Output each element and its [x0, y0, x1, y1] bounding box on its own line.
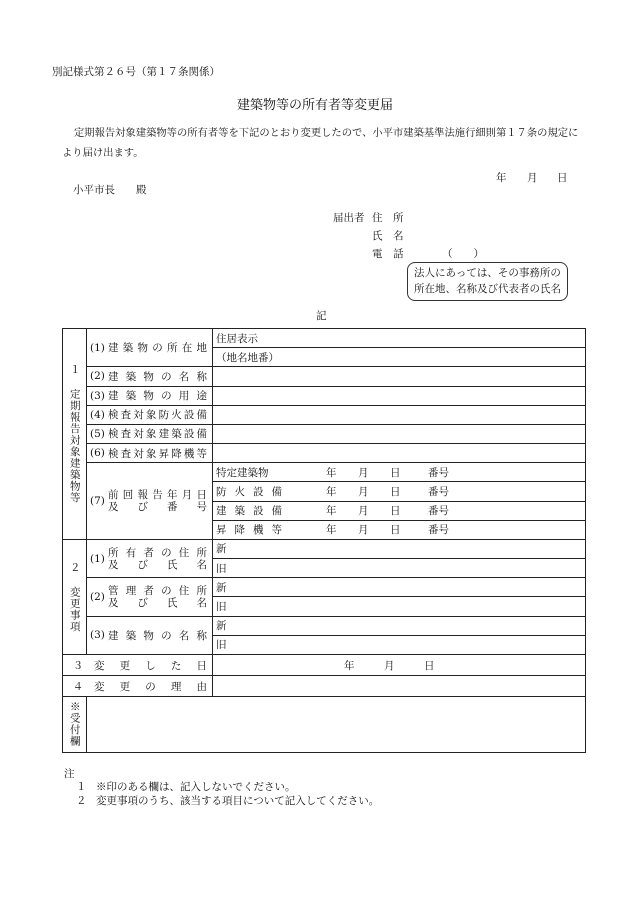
label-building-name: [87, 367, 213, 386]
building-name-old-field[interactable]: [213, 635, 586, 654]
ki-heading: 記: [316, 310, 327, 322]
honorific: 殿: [136, 184, 147, 196]
history-kind: 建築設備: [216, 505, 282, 518]
building-name-new-field[interactable]: [213, 616, 586, 635]
old-label: 旧: [216, 562, 227, 575]
label-owner: [87, 539, 213, 577]
form-number: 別記様式第２６号（第１７条関係）: [52, 66, 220, 78]
change-date-day: 日: [424, 659, 435, 672]
section-2-header: [63, 539, 87, 654]
owner-old-field[interactable]: [213, 559, 586, 578]
label-building-use-num: (3): [90, 389, 105, 402]
label-location-num: (1): [90, 341, 105, 354]
label-manager-num: (2): [90, 590, 105, 603]
change-date-month: 月: [384, 659, 395, 672]
old-label: 旧: [216, 639, 227, 652]
history-year: 年: [326, 505, 337, 518]
building-name-field[interactable]: [213, 367, 586, 386]
history-day: 日: [390, 505, 401, 518]
label-previous-report-line-2: 及び番号: [108, 501, 207, 514]
label-previous-report-num: (7): [90, 495, 105, 508]
section-1-title: 定期報告対象建築物等: [68, 388, 81, 504]
history-row-0[interactable]: [213, 463, 586, 482]
intro-line-2: より届け出ます。: [62, 147, 144, 159]
change-reason-field[interactable]: [213, 676, 586, 697]
history-number: 番号: [428, 485, 449, 498]
building-equipment-field[interactable]: [213, 424, 586, 443]
label-building-equipment: [87, 424, 213, 443]
history-kind: 特定建築物: [216, 466, 269, 479]
old-label: 旧: [216, 600, 227, 613]
change-date-field[interactable]: [213, 654, 586, 675]
label-building-name-num: (2): [90, 370, 105, 383]
applicant-address-label: 住 所: [372, 212, 404, 224]
addressee: 小平市長: [73, 184, 115, 196]
residence-display-field[interactable]: [213, 329, 586, 348]
label-location: [87, 329, 213, 367]
date-year-label: 年: [496, 172, 507, 184]
applicant-phone-label: 電 話: [372, 248, 404, 260]
history-month: 月: [358, 524, 369, 537]
label-building-use: [87, 386, 213, 405]
applicant-label: 届出者: [333, 212, 365, 224]
label-elevator-num: (6): [90, 447, 105, 460]
section-4-label: 変更の理由: [94, 680, 207, 693]
section-2-title: 変更事項: [68, 586, 81, 633]
history-kind: 昇降機等: [216, 524, 282, 537]
label-building-equipment-num: (5): [90, 427, 105, 440]
note-1-text: ※印のある欄は、記入しないでください。: [96, 781, 296, 793]
history-month: 月: [358, 485, 369, 498]
date-month-label: 月: [527, 172, 538, 184]
history-row-1[interactable]: [213, 482, 586, 501]
history-day: 日: [390, 466, 401, 479]
corporate-note-line-1: 法人にあっては、その事務所の: [414, 267, 561, 279]
label-building-name-change-text: 建築物の名称: [108, 629, 207, 642]
corporate-note-line-2: 所在地、名称及び代表者の氏名: [414, 283, 561, 296]
elevator-field[interactable]: [213, 444, 586, 463]
label-owner-line-2: 及び氏名: [108, 558, 207, 571]
section-3-number: ３: [72, 659, 84, 672]
label-change-date: [63, 654, 213, 675]
label-owner-num: (1): [90, 552, 105, 565]
history-year: 年: [326, 524, 337, 537]
residence-display-label: 住居表示: [216, 332, 258, 345]
applicant-phone-paren: （ ）: [442, 248, 484, 260]
new-label: 新: [216, 543, 227, 556]
notes-title: 注: [64, 768, 75, 780]
manager-new-field[interactable]: [213, 578, 586, 597]
label-building-name-change: [87, 616, 213, 654]
corporate-note: [407, 262, 568, 301]
date-day-label: 日: [557, 172, 568, 184]
new-label: 新: [216, 620, 227, 633]
history-day: 日: [390, 524, 401, 537]
form-table: [62, 328, 586, 753]
building-use-field[interactable]: [213, 386, 586, 405]
lot-number-label: （地名地番）: [216, 351, 279, 364]
label-manager-line-1: 管理者の住所: [108, 584, 207, 597]
history-day: 日: [390, 485, 401, 498]
history-row-2[interactable]: [213, 501, 586, 520]
lot-number-field[interactable]: [213, 348, 586, 367]
section-1-header: [63, 329, 87, 540]
history-kind: 防火設備: [216, 485, 282, 498]
label-change-reason: [63, 676, 213, 697]
label-elevator: [87, 444, 213, 463]
applicant-name-label: 氏 名: [372, 230, 404, 242]
change-date-year: 年: [344, 659, 355, 672]
section-4-number: ４: [72, 680, 84, 693]
history-row-3[interactable]: [213, 520, 586, 539]
section-1-number: １: [68, 364, 81, 376]
history-year: 年: [326, 485, 337, 498]
label-previous-report-line-1: 前回報告年月日: [108, 488, 207, 501]
label-elevator-text: 検査対象昇降機等: [108, 447, 207, 460]
history-month: 月: [358, 505, 369, 518]
history-number: 番号: [428, 466, 449, 479]
owner-new-field[interactable]: [213, 539, 586, 558]
label-fire-equipment-num: (4): [90, 408, 105, 421]
note-2-text: 変更事項のうち、該当する項目について記入してください。: [96, 795, 380, 807]
intro-line-1: 定期報告対象建築物等の所有者等を下記のとおり変更したので、小平市建築基準法施行細則第１７条の規定に: [74, 127, 579, 139]
label-owner-line-1: 所有者の住所: [108, 546, 207, 559]
section-2-number: ２: [68, 561, 81, 574]
receipt-label-cell: [63, 697, 87, 753]
label-fire-equipment-text: 検査対象防火設備: [108, 409, 207, 422]
section-3-label: 変更した日: [94, 659, 207, 672]
page-title: 建築物等の所有者等変更届: [236, 98, 393, 113]
fire-equipment-field[interactable]: [213, 405, 586, 424]
history-month: 月: [358, 466, 369, 479]
history-number: 番号: [428, 505, 449, 518]
label-manager: [87, 578, 213, 616]
note-1-number: １: [76, 781, 87, 793]
new-label: 新: [216, 581, 227, 594]
manager-old-field[interactable]: [213, 597, 586, 616]
label-location-text: 建築物の所在地: [108, 342, 207, 355]
label-previous-report: [87, 463, 213, 540]
label-building-name-change-num: (3): [90, 629, 105, 642]
receipt-label: ※受付欄: [68, 701, 81, 748]
label-manager-line-2: 及び氏名: [108, 596, 207, 609]
note-2-number: ２: [76, 795, 87, 807]
history-number: 番号: [428, 524, 449, 537]
label-building-use-text: 建築物の用途: [108, 390, 207, 403]
label-fire-equipment: [87, 405, 213, 424]
label-building-equipment-text: 検査対象建築設備: [108, 428, 207, 441]
receipt-field: [87, 697, 586, 753]
history-year: 年: [326, 466, 337, 479]
label-building-name-text: 建築物の名称: [108, 370, 207, 383]
